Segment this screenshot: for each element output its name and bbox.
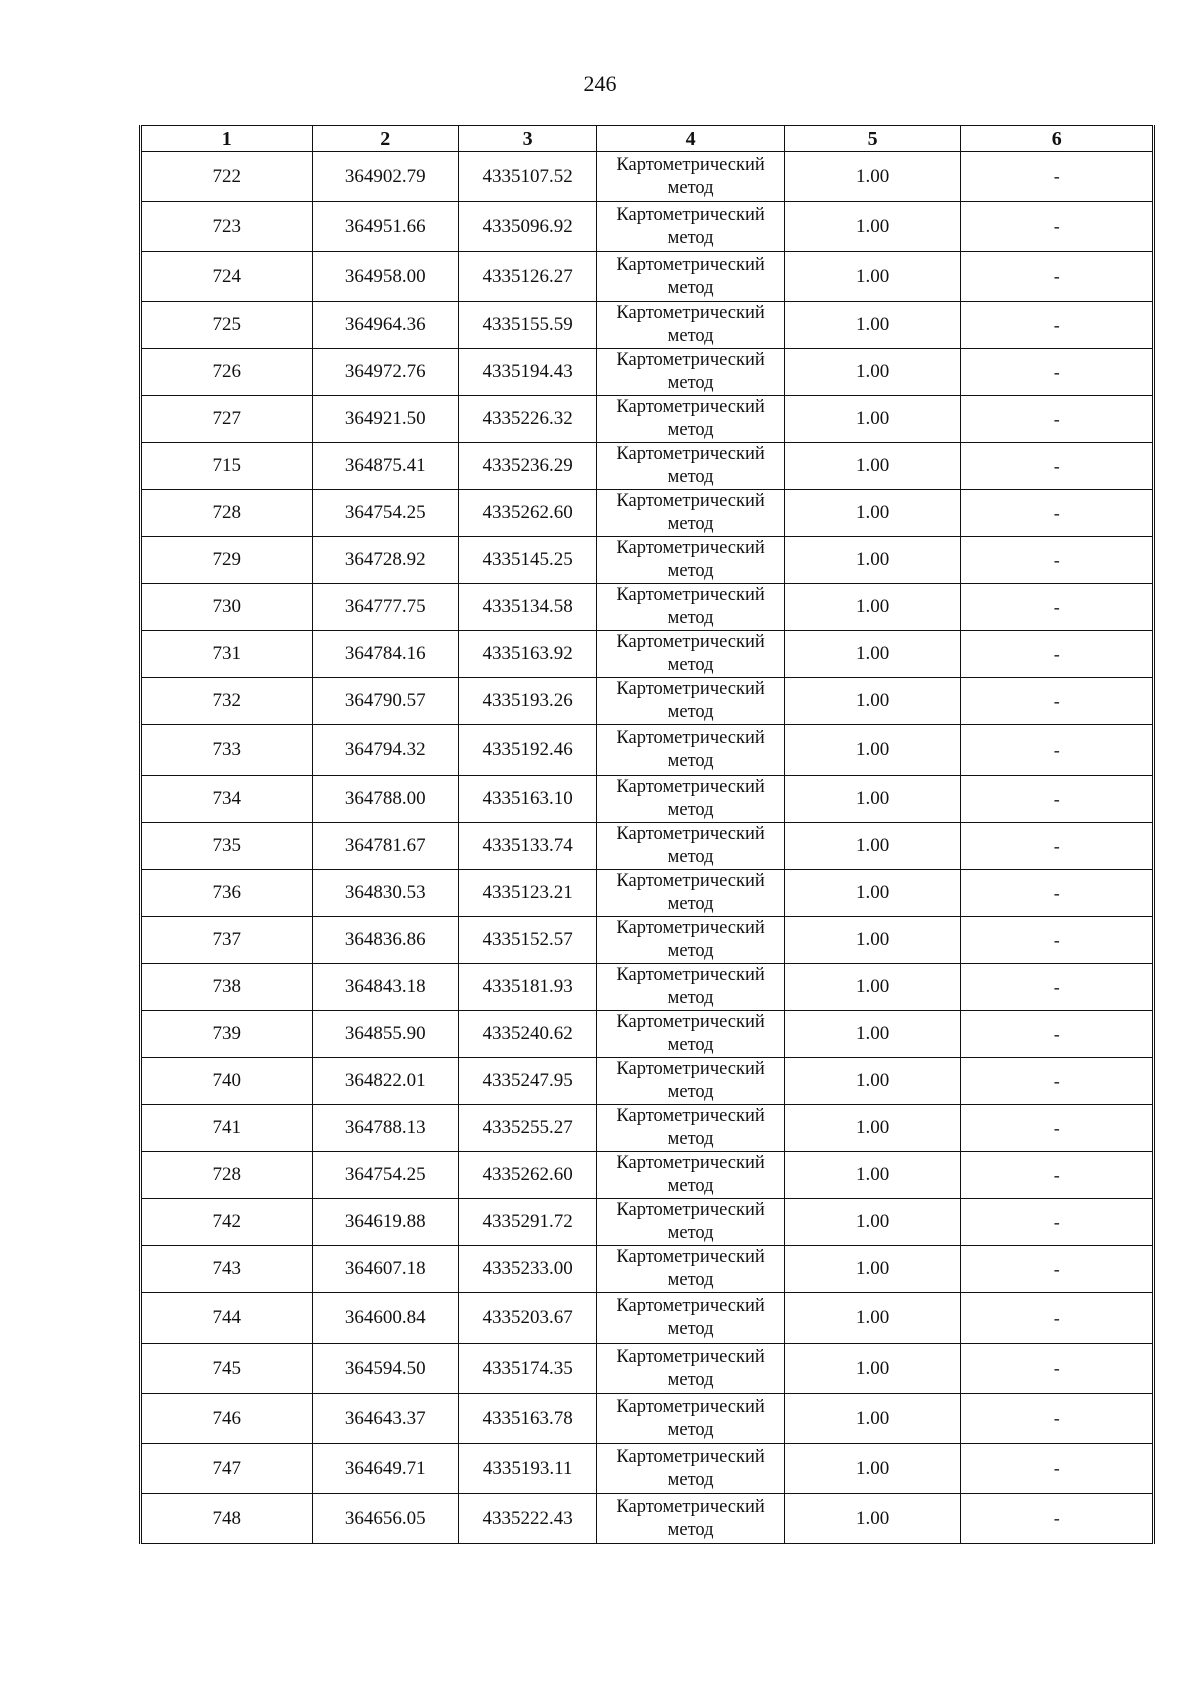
method-cell: Картометрический метод xyxy=(597,152,785,202)
x-coordinate-cell: 364754.25 xyxy=(312,490,458,537)
x-coordinate-cell: 364830.53 xyxy=(312,870,458,917)
column-header: 1 xyxy=(142,126,313,152)
y-coordinate-cell: 4335203.67 xyxy=(458,1293,596,1344)
note-cell: - xyxy=(961,1344,1153,1394)
method-cell: Картометрический метод xyxy=(597,349,785,396)
x-coordinate-cell: 364921.50 xyxy=(312,396,458,443)
y-coordinate-cell: 4335226.32 xyxy=(458,396,596,443)
point-number-cell: 728 xyxy=(142,1152,313,1199)
accuracy-cell: 1.00 xyxy=(784,823,961,870)
table-row xyxy=(142,490,1153,537)
accuracy-cell: 1.00 xyxy=(784,202,961,252)
table-row xyxy=(142,1105,1153,1152)
table-row xyxy=(142,725,1153,776)
method-cell: Картометрический метод xyxy=(597,1444,785,1494)
note-cell: - xyxy=(961,725,1153,776)
point-number-cell: 736 xyxy=(142,870,313,917)
y-coordinate-cell: 4335126.27 xyxy=(458,252,596,302)
accuracy-cell: 1.00 xyxy=(784,396,961,443)
table-body xyxy=(142,152,1153,1544)
accuracy-cell: 1.00 xyxy=(784,1011,961,1058)
method-cell: Картометрический метод xyxy=(597,1293,785,1344)
x-coordinate-cell: 364619.88 xyxy=(312,1199,458,1246)
y-coordinate-cell: 4335222.43 xyxy=(458,1494,596,1544)
y-coordinate-cell: 4335174.35 xyxy=(458,1344,596,1394)
x-coordinate-cell: 364754.25 xyxy=(312,1152,458,1199)
accuracy-cell: 1.00 xyxy=(784,1199,961,1246)
note-cell: - xyxy=(961,823,1153,870)
table-row xyxy=(142,302,1153,349)
method-cell: Картометрический метод xyxy=(597,1105,785,1152)
note-cell: - xyxy=(961,1105,1153,1152)
note-cell: - xyxy=(961,631,1153,678)
point-number-cell: 747 xyxy=(142,1444,313,1494)
point-number-cell: 743 xyxy=(142,1246,313,1293)
accuracy-cell: 1.00 xyxy=(784,1394,961,1444)
coordinates-table xyxy=(141,125,1153,1544)
table-row xyxy=(142,396,1153,443)
note-cell: - xyxy=(961,870,1153,917)
note-cell: - xyxy=(961,776,1153,823)
y-coordinate-cell: 4335107.52 xyxy=(458,152,596,202)
y-coordinate-cell: 4335163.78 xyxy=(458,1394,596,1444)
x-coordinate-cell: 364728.92 xyxy=(312,537,458,584)
x-coordinate-cell: 364600.84 xyxy=(312,1293,458,1344)
point-number-cell: 742 xyxy=(142,1199,313,1246)
accuracy-cell: 1.00 xyxy=(784,917,961,964)
point-number-cell: 726 xyxy=(142,349,313,396)
y-coordinate-cell: 4335133.74 xyxy=(458,823,596,870)
x-coordinate-cell: 364788.00 xyxy=(312,776,458,823)
x-coordinate-cell: 364902.79 xyxy=(312,152,458,202)
method-cell: Картометрический метод xyxy=(597,1344,785,1394)
note-cell: - xyxy=(961,490,1153,537)
accuracy-cell: 1.00 xyxy=(784,1293,961,1344)
y-coordinate-cell: 4335194.43 xyxy=(458,349,596,396)
table-row xyxy=(142,252,1153,302)
x-coordinate-cell: 364607.18 xyxy=(312,1246,458,1293)
method-cell: Картометрический метод xyxy=(597,870,785,917)
method-cell: Картометрический метод xyxy=(597,964,785,1011)
note-cell: - xyxy=(961,1152,1153,1199)
x-coordinate-cell: 364836.86 xyxy=(312,917,458,964)
table-row xyxy=(142,1293,1153,1344)
y-coordinate-cell: 4335233.00 xyxy=(458,1246,596,1293)
point-number-cell: 730 xyxy=(142,584,313,631)
method-cell: Картометрический метод xyxy=(597,631,785,678)
table-row xyxy=(142,443,1153,490)
point-number-cell: 744 xyxy=(142,1293,313,1344)
y-coordinate-cell: 4335096.92 xyxy=(458,202,596,252)
table-row xyxy=(142,870,1153,917)
accuracy-cell: 1.00 xyxy=(784,252,961,302)
accuracy-cell: 1.00 xyxy=(784,349,961,396)
x-coordinate-cell: 364788.13 xyxy=(312,1105,458,1152)
method-cell: Картометрический метод xyxy=(597,1494,785,1544)
note-cell: - xyxy=(961,1246,1153,1293)
accuracy-cell: 1.00 xyxy=(784,1444,961,1494)
y-coordinate-cell: 4335262.60 xyxy=(458,490,596,537)
note-cell: - xyxy=(961,152,1153,202)
table-row xyxy=(142,1394,1153,1444)
table-row xyxy=(142,1058,1153,1105)
column-header: 5 xyxy=(784,126,961,152)
point-number-cell: 722 xyxy=(142,152,313,202)
point-number-cell: 727 xyxy=(142,396,313,443)
note-cell: - xyxy=(961,1011,1153,1058)
accuracy-cell: 1.00 xyxy=(784,490,961,537)
method-cell: Картометрический метод xyxy=(597,1152,785,1199)
table-row xyxy=(142,1494,1153,1544)
accuracy-cell: 1.00 xyxy=(784,302,961,349)
table-row xyxy=(142,917,1153,964)
point-number-cell: 737 xyxy=(142,917,313,964)
note-cell: - xyxy=(961,1394,1153,1444)
table-row xyxy=(142,631,1153,678)
point-number-cell: 739 xyxy=(142,1011,313,1058)
table-row xyxy=(142,152,1153,202)
accuracy-cell: 1.00 xyxy=(784,584,961,631)
x-coordinate-cell: 364794.32 xyxy=(312,725,458,776)
accuracy-cell: 1.00 xyxy=(784,725,961,776)
point-number-cell: 723 xyxy=(142,202,313,252)
note-cell: - xyxy=(961,1058,1153,1105)
table-row xyxy=(142,1199,1153,1246)
point-number-cell: 735 xyxy=(142,823,313,870)
table-row xyxy=(142,1444,1153,1494)
x-coordinate-cell: 364790.57 xyxy=(312,678,458,725)
note-cell: - xyxy=(961,1444,1153,1494)
table-row xyxy=(142,584,1153,631)
column-header: 3 xyxy=(458,126,596,152)
accuracy-cell: 1.00 xyxy=(784,1058,961,1105)
note-cell: - xyxy=(961,1293,1153,1344)
accuracy-cell: 1.00 xyxy=(784,152,961,202)
y-coordinate-cell: 4335247.95 xyxy=(458,1058,596,1105)
method-cell: Картометрический метод xyxy=(597,776,785,823)
method-cell: Картометрический метод xyxy=(597,823,785,870)
note-cell: - xyxy=(961,396,1153,443)
point-number-cell: 725 xyxy=(142,302,313,349)
table-row xyxy=(142,1152,1153,1199)
method-cell: Картометрический метод xyxy=(597,1199,785,1246)
y-coordinate-cell: 4335193.26 xyxy=(458,678,596,725)
accuracy-cell: 1.00 xyxy=(784,1152,961,1199)
y-coordinate-cell: 4335192.46 xyxy=(458,725,596,776)
point-number-cell: 715 xyxy=(142,443,313,490)
accuracy-cell: 1.00 xyxy=(784,1246,961,1293)
method-cell: Картометрический метод xyxy=(597,396,785,443)
y-coordinate-cell: 4335134.58 xyxy=(458,584,596,631)
note-cell: - xyxy=(961,537,1153,584)
x-coordinate-cell: 364822.01 xyxy=(312,1058,458,1105)
method-cell: Картометрический метод xyxy=(597,1011,785,1058)
table-row xyxy=(142,964,1153,1011)
column-header: 2 xyxy=(312,126,458,152)
table-row xyxy=(142,1246,1153,1293)
y-coordinate-cell: 4335291.72 xyxy=(458,1199,596,1246)
accuracy-cell: 1.00 xyxy=(784,870,961,917)
accuracy-cell: 1.00 xyxy=(784,631,961,678)
x-coordinate-cell: 364964.36 xyxy=(312,302,458,349)
table-row xyxy=(142,349,1153,396)
table-row xyxy=(142,776,1153,823)
point-number-cell: 729 xyxy=(142,537,313,584)
point-number-cell: 728 xyxy=(142,490,313,537)
method-cell: Картометрический метод xyxy=(597,1394,785,1444)
y-coordinate-cell: 4335262.60 xyxy=(458,1152,596,1199)
point-number-cell: 746 xyxy=(142,1394,313,1444)
point-number-cell: 733 xyxy=(142,725,313,776)
note-cell: - xyxy=(961,302,1153,349)
page-number: 246 xyxy=(583,71,617,96)
x-coordinate-cell: 364643.37 xyxy=(312,1394,458,1444)
column-header: 6 xyxy=(961,126,1153,152)
y-coordinate-cell: 4335193.11 xyxy=(458,1444,596,1494)
x-coordinate-cell: 364784.16 xyxy=(312,631,458,678)
table-row xyxy=(142,823,1153,870)
method-cell: Картометрический метод xyxy=(597,302,785,349)
note-cell: - xyxy=(961,1199,1153,1246)
accuracy-cell: 1.00 xyxy=(784,443,961,490)
x-coordinate-cell: 364649.71 xyxy=(312,1444,458,1494)
table-row xyxy=(142,1011,1153,1058)
y-coordinate-cell: 4335181.93 xyxy=(458,964,596,1011)
accuracy-cell: 1.00 xyxy=(784,678,961,725)
method-cell: Картометрический метод xyxy=(597,490,785,537)
x-coordinate-cell: 364951.66 xyxy=(312,202,458,252)
x-coordinate-cell: 364781.67 xyxy=(312,823,458,870)
y-coordinate-cell: 4335236.29 xyxy=(458,443,596,490)
point-number-cell: 741 xyxy=(142,1105,313,1152)
y-coordinate-cell: 4335123.21 xyxy=(458,870,596,917)
x-coordinate-cell: 364875.41 xyxy=(312,443,458,490)
note-cell: - xyxy=(961,584,1153,631)
y-coordinate-cell: 4335155.59 xyxy=(458,302,596,349)
accuracy-cell: 1.00 xyxy=(784,1494,961,1544)
method-cell: Картометрический метод xyxy=(597,725,785,776)
point-number-cell: 732 xyxy=(142,678,313,725)
point-number-cell: 748 xyxy=(142,1494,313,1544)
table-row xyxy=(142,537,1153,584)
y-coordinate-cell: 4335145.25 xyxy=(458,537,596,584)
point-number-cell: 745 xyxy=(142,1344,313,1394)
method-cell: Картометрический метод xyxy=(597,252,785,302)
table-row xyxy=(142,202,1153,252)
method-cell: Картометрический метод xyxy=(597,443,785,490)
note-cell: - xyxy=(961,964,1153,1011)
point-number-cell: 740 xyxy=(142,1058,313,1105)
x-coordinate-cell: 364972.76 xyxy=(312,349,458,396)
point-number-cell: 724 xyxy=(142,252,313,302)
x-coordinate-cell: 364958.00 xyxy=(312,252,458,302)
column-header: 4 xyxy=(597,126,785,152)
note-cell: - xyxy=(961,252,1153,302)
y-coordinate-cell: 4335255.27 xyxy=(458,1105,596,1152)
method-cell: Картометрический метод xyxy=(597,537,785,584)
table-row xyxy=(142,678,1153,725)
note-cell: - xyxy=(961,917,1153,964)
note-cell: - xyxy=(961,443,1153,490)
accuracy-cell: 1.00 xyxy=(784,964,961,1011)
accuracy-cell: 1.00 xyxy=(784,1344,961,1394)
method-cell: Картометрический метод xyxy=(597,584,785,631)
accuracy-cell: 1.00 xyxy=(784,537,961,584)
method-cell: Картометрический метод xyxy=(597,1058,785,1105)
table-header-row xyxy=(142,126,1153,152)
note-cell: - xyxy=(961,349,1153,396)
y-coordinate-cell: 4335152.57 xyxy=(458,917,596,964)
note-cell: - xyxy=(961,1494,1153,1544)
method-cell: Картометрический метод xyxy=(597,1246,785,1293)
x-coordinate-cell: 364777.75 xyxy=(312,584,458,631)
x-coordinate-cell: 364594.50 xyxy=(312,1344,458,1394)
accuracy-cell: 1.00 xyxy=(784,776,961,823)
method-cell: Картометрический метод xyxy=(597,678,785,725)
x-coordinate-cell: 364656.05 xyxy=(312,1494,458,1544)
method-cell: Картометрический метод xyxy=(597,917,785,964)
y-coordinate-cell: 4335163.92 xyxy=(458,631,596,678)
point-number-cell: 731 xyxy=(142,631,313,678)
table-row xyxy=(142,1344,1153,1394)
x-coordinate-cell: 364843.18 xyxy=(312,964,458,1011)
accuracy-cell: 1.00 xyxy=(784,1105,961,1152)
coordinates-table-frame xyxy=(139,125,1155,1544)
x-coordinate-cell: 364855.90 xyxy=(312,1011,458,1058)
y-coordinate-cell: 4335163.10 xyxy=(458,776,596,823)
point-number-cell: 738 xyxy=(142,964,313,1011)
y-coordinate-cell: 4335240.62 xyxy=(458,1011,596,1058)
note-cell: - xyxy=(961,678,1153,725)
note-cell: - xyxy=(961,202,1153,252)
point-number-cell: 734 xyxy=(142,776,313,823)
method-cell: Картометрический метод xyxy=(597,202,785,252)
